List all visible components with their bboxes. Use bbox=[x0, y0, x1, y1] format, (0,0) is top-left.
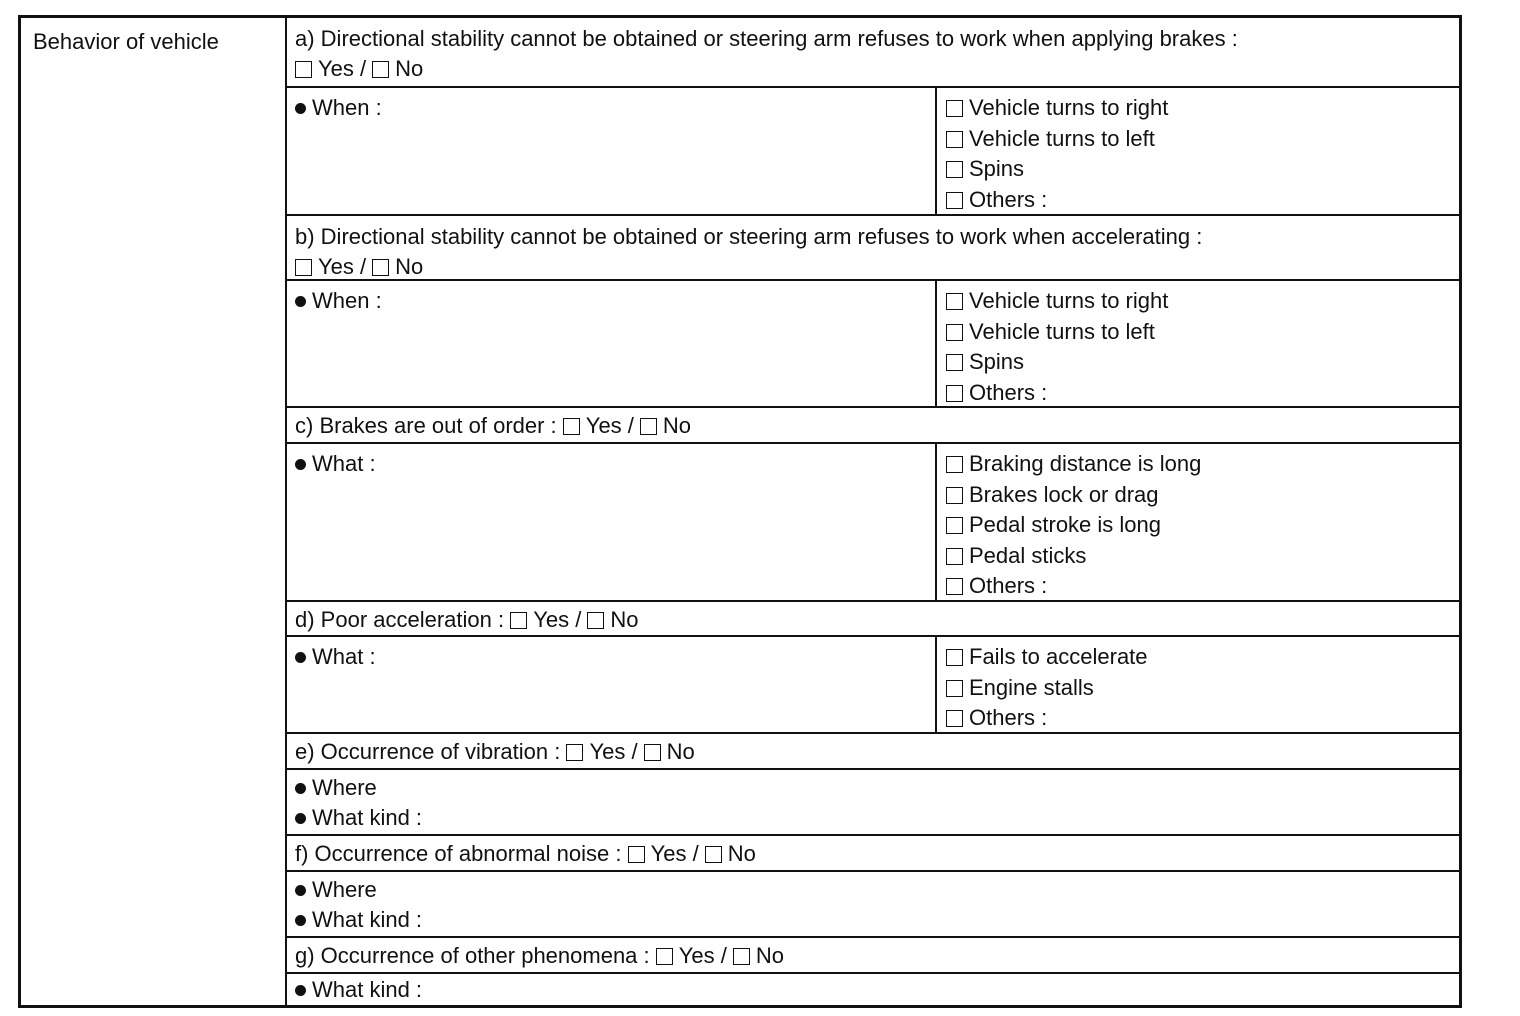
option-checkbox[interactable] bbox=[946, 517, 963, 534]
section-b-detail-row bbox=[287, 281, 1459, 408]
yes-checkbox[interactable] bbox=[295, 61, 312, 78]
option-checkbox[interactable] bbox=[946, 100, 963, 117]
yes-checkbox[interactable] bbox=[295, 259, 312, 276]
option-checkbox[interactable] bbox=[946, 548, 963, 565]
no-label: No bbox=[662, 413, 692, 438]
yes-label: Yes / bbox=[318, 254, 367, 279]
bullet-icon bbox=[295, 783, 306, 794]
option-checkbox[interactable] bbox=[946, 354, 963, 371]
question-c-text: c) Brakes are out of order : Yes / No bbox=[295, 413, 692, 438]
category-cell bbox=[21, 18, 287, 1005]
option-checkbox[interactable] bbox=[946, 385, 963, 402]
option-item: Engine stalls bbox=[946, 673, 1451, 704]
question-b-answer bbox=[295, 252, 1451, 282]
option-item: Vehicle turns to left bbox=[946, 317, 1451, 348]
question-e-text: e) Occurrence of vibration : Yes / No bbox=[295, 739, 695, 764]
section-d-options bbox=[937, 637, 1459, 732]
option-checkbox[interactable] bbox=[946, 293, 963, 310]
yes-checkbox[interactable] bbox=[563, 418, 580, 435]
option-item: Braking distance is long bbox=[946, 449, 1451, 480]
no-label: No bbox=[395, 56, 424, 81]
question-g-text: g) Occurrence of other phenomena : Yes / No bbox=[295, 943, 785, 968]
question-d-row bbox=[287, 602, 1459, 637]
behavior-of-vehicle-form bbox=[18, 15, 1462, 1008]
section-a-detail-row bbox=[287, 88, 1459, 216]
option-item: Others : bbox=[946, 703, 1451, 734]
no-checkbox[interactable] bbox=[733, 948, 750, 965]
section-f-detail-row bbox=[287, 872, 1459, 938]
section-a-options bbox=[937, 88, 1459, 214]
option-item: Brakes lock or drag bbox=[946, 480, 1451, 511]
bullet-icon bbox=[295, 459, 306, 470]
question-e-row bbox=[287, 734, 1459, 770]
no-checkbox[interactable] bbox=[372, 259, 389, 276]
section-c-detail-label: What : bbox=[295, 449, 927, 479]
section-c-options bbox=[937, 444, 1459, 600]
question-f-row bbox=[287, 836, 1459, 872]
option-item: Spins bbox=[946, 347, 1451, 378]
question-b-text: b) Directional stability cannot be obtained or steering arm refuses to work when accelerating : bbox=[295, 224, 1203, 249]
no-label: No bbox=[755, 943, 785, 968]
section-a-detail-label: When : bbox=[295, 93, 927, 123]
option-item: Others : bbox=[946, 378, 1451, 409]
question-f-text: f) Occurrence of abnormal noise : Yes / No bbox=[295, 841, 756, 866]
option-item: Vehicle turns to left bbox=[946, 124, 1451, 155]
option-item: Others : bbox=[946, 185, 1451, 216]
question-a-row bbox=[287, 18, 1459, 88]
detail-what-kind: What kind : bbox=[295, 975, 1451, 1005]
no-checkbox[interactable] bbox=[587, 612, 604, 629]
yes-label: Yes / bbox=[533, 607, 582, 632]
option-checkbox[interactable] bbox=[946, 161, 963, 178]
option-checkbox[interactable] bbox=[946, 487, 963, 504]
question-a-text: a) Directional stability cannot be obtained or steering arm refuses to work when applying brakes : bbox=[295, 26, 1238, 51]
detail-what-kind: What kind : bbox=[295, 803, 1451, 833]
category-label: Behavior of vehicle bbox=[33, 29, 219, 54]
yes-label: Yes / bbox=[318, 56, 367, 81]
question-b-row bbox=[287, 216, 1459, 281]
no-checkbox[interactable] bbox=[372, 61, 389, 78]
option-checkbox[interactable] bbox=[946, 192, 963, 209]
section-d-detail-cell bbox=[287, 637, 937, 732]
yes-checkbox[interactable] bbox=[566, 744, 583, 761]
questions-column bbox=[287, 18, 1459, 1005]
bullet-icon bbox=[295, 103, 306, 114]
no-label: No bbox=[727, 841, 756, 866]
yes-checkbox[interactable] bbox=[510, 612, 527, 629]
option-checkbox[interactable] bbox=[946, 680, 963, 697]
question-g-row bbox=[287, 938, 1459, 974]
section-c-detail-row bbox=[287, 444, 1459, 602]
question-c-row bbox=[287, 408, 1459, 444]
option-item: Vehicle turns to right bbox=[946, 93, 1451, 124]
option-item: Vehicle turns to right bbox=[946, 286, 1451, 317]
option-checkbox[interactable] bbox=[946, 456, 963, 473]
bullet-icon bbox=[295, 915, 306, 926]
yes-label: Yes / bbox=[650, 841, 699, 866]
section-a-detail-cell bbox=[287, 88, 937, 214]
bullet-icon bbox=[295, 885, 306, 896]
section-d-detail-label: What : bbox=[295, 642, 927, 672]
bullet-icon bbox=[295, 813, 306, 824]
no-label: No bbox=[610, 607, 639, 632]
option-checkbox[interactable] bbox=[946, 710, 963, 727]
yes-checkbox[interactable] bbox=[628, 846, 645, 863]
bullet-icon bbox=[295, 985, 306, 996]
question-d-text: d) Poor acceleration : Yes / No bbox=[295, 607, 639, 632]
no-label: No bbox=[395, 254, 424, 279]
section-d-detail-row bbox=[287, 637, 1459, 734]
detail-where: Where bbox=[295, 773, 1451, 803]
option-checkbox[interactable] bbox=[946, 324, 963, 341]
option-item: Pedal sticks bbox=[946, 541, 1451, 572]
bullet-icon bbox=[295, 296, 306, 307]
option-item: Others : bbox=[946, 571, 1451, 602]
yes-checkbox[interactable] bbox=[656, 948, 673, 965]
no-checkbox[interactable] bbox=[705, 846, 722, 863]
option-item: Fails to accelerate bbox=[946, 642, 1451, 673]
section-g-detail-row bbox=[287, 974, 1459, 1005]
option-checkbox[interactable] bbox=[946, 578, 963, 595]
section-b-options bbox=[937, 281, 1459, 406]
option-item: Pedal stroke is long bbox=[946, 510, 1451, 541]
no-checkbox[interactable] bbox=[644, 744, 661, 761]
detail-where: Where bbox=[295, 875, 1451, 905]
section-b-detail-cell bbox=[287, 281, 937, 406]
no-checkbox[interactable] bbox=[640, 418, 657, 435]
yes-label: Yes / bbox=[678, 943, 727, 968]
detail-what-kind: What kind : bbox=[295, 905, 1451, 935]
option-checkbox[interactable] bbox=[946, 131, 963, 148]
section-e-detail-row bbox=[287, 770, 1459, 836]
option-checkbox[interactable] bbox=[946, 649, 963, 666]
no-label: No bbox=[666, 739, 695, 764]
bullet-icon bbox=[295, 652, 306, 663]
yes-label: Yes / bbox=[585, 413, 634, 438]
option-item: Spins bbox=[946, 154, 1451, 185]
question-a-answer bbox=[295, 54, 1451, 84]
section-c-detail-cell bbox=[287, 444, 937, 600]
yes-label: Yes / bbox=[589, 739, 638, 764]
section-b-detail-label: When : bbox=[295, 286, 927, 316]
